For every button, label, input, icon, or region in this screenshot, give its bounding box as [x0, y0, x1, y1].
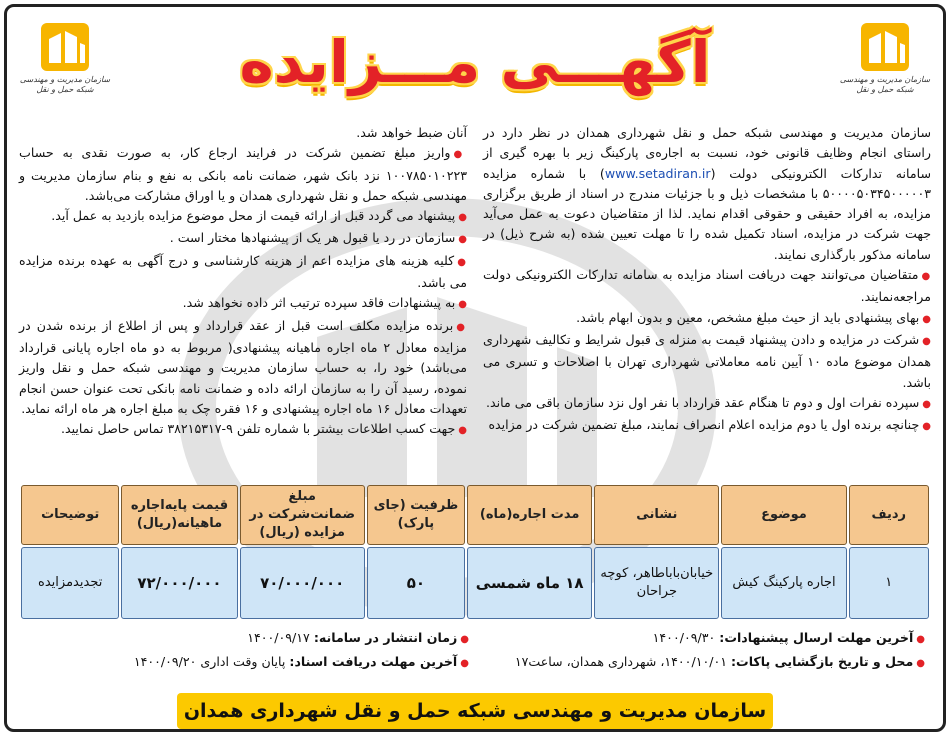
header-row-number: ردیف — [849, 485, 929, 545]
cell-subject: اجاره پارکینگ کیش — [721, 547, 846, 619]
body-column-right — [483, 123, 931, 477]
intro-text: سازمان مدیریت و مهندسی شبکه حمل و نقل شهرداری همدان در نظر دارد در راستای انجام وظایف قانونی خود، نسبت به اجاره‌ی پارکینگ زیر با بهره گیری از سامانه تدارکات الکترونیکی دولت ( — [483, 125, 932, 181]
header — [7, 7, 943, 119]
footer-banner: سازمان مدیریت و مهندسی شبکه حمل و نقل شهرداری همدان — [177, 693, 773, 729]
logo-caption-line1: سازمان مدیریت و مهندسی — [839, 75, 931, 84]
docs-deadline-value: پایان وقت اداری ۱۴۰۰/۰۹/۲۰ — [133, 654, 286, 669]
proposal-deadline-value: ۱۴۰۰/۰۹/۳۰ — [652, 630, 716, 645]
header-guarantee-amount: مبلغ ضمانت‌شرکت در مزایده (ریال) — [240, 485, 365, 545]
cell-address: خیابان‌باباطاهر، کوچه جراحان — [594, 547, 719, 619]
dates-column-left — [475, 627, 931, 685]
logo-caption-line2: شبکه حمل و نقل — [36, 85, 94, 94]
publish-date — [25, 627, 469, 651]
bullet-item: ● سپرده نفرات اول و دوم تا هنگام عقد قرارداد با نفر اول نزد سازمان باقی می ماند. — [483, 393, 931, 415]
bullet-item: ● برنده مزایده مکلف است قبل از عقد قرارداد و پس از اطلاع از برنده شدن در مزایده معادل ۲ ماه اجاره ماهیانه پیشنهادی( مربوط به دو ماه اجاره پایانی قرارداد می‌باشد) خود را، به حساب سازمان مدیریت و مهندسی شبکه حمل و نقل واریز نموده، رسید آن را به سازمان ارائه داده و ضمانت نامه بانکی تحت عنوان حسن انجام تعهدات معادل ۱۶ ماه اجاره پیشنهادی و ۱۶ فقره چک به مبلغ اجاره هر ماه ارائه نماید. — [19, 316, 467, 419]
notice-body — [19, 123, 931, 477]
publish-date-label: زمان انتشار در سامانه: — [313, 630, 458, 645]
cell-notes: تجدیدمزایده — [21, 547, 119, 619]
logo-caption — [835, 75, 935, 95]
auction-notice — [4, 4, 946, 732]
opening-value: ۱۴۰۰/۱۰/۰۱، شهرداری همدان، ساعت۱۷ — [514, 654, 727, 669]
organization-logo-right — [835, 21, 935, 113]
bullet-item: ● بهای پیشنهادی باید از حیث مبلغ مشخص، معین و بدون ابهام باشد. — [483, 308, 931, 330]
logo-caption — [15, 75, 115, 95]
continuation-text: آنان ضبط خواهد شد. — [356, 125, 467, 140]
cell-row-number: ۱ — [849, 547, 929, 619]
opening-info — [481, 651, 925, 675]
header-capacity: ظرفیت (جای پارک) — [367, 485, 465, 545]
bullet-item: ● متقاضیان می‌توانند جهت دریافت اسناد مزایده به سامانه تدارکات الکترونیکی دولت مراجعه‌نمایند. — [483, 265, 931, 308]
dates-column-right — [19, 627, 475, 685]
header-subject: موضوع — [721, 485, 846, 545]
publish-date-value: ۱۴۰۰/۰۹/۱۷ — [247, 630, 310, 645]
bullet-item: ● سازمان در رد یا قبول هر یک از پیشنهادها مختار است . — [19, 228, 467, 250]
key-dates — [19, 627, 931, 685]
proposal-deadline-label: آخرین مهلت ارسال پیشنهادات: — [719, 630, 914, 645]
table-header-row — [21, 485, 929, 545]
bullet-item: ● به پیشنهادات فاقد سپرده ترتیب اثر داده نخواهد شد. — [19, 293, 467, 315]
auction-table — [19, 483, 931, 621]
organization-logo-icon — [859, 21, 911, 73]
bullet-item: ● جهت کسب اطلاعات بیشتر با شماره تلفن ۹-۳۸۲۱۵۳۱۷ تماس حاصل نمایید. — [19, 419, 467, 441]
setadiran-link[interactable]: www.setadiran.ir — [604, 165, 711, 181]
header-lease-duration: مدت اجاره(ماه) — [467, 485, 592, 545]
docs-deadline-label: آخرین مهلت دریافت اسناد: — [289, 654, 458, 669]
bullet-item: ● شرکت در مزایده و دادن پیشنهاد قیمت به منزله ی قبول شرایط و تکالیف شهرداری همدان موضوع ماده ۱۰ آیین نامه معاملاتی شهرداری تهران با اصلاحات و تسری می باشد. — [483, 330, 931, 393]
page-title: آگهـــی مـــزایده — [239, 28, 711, 96]
docs-deadline — [25, 651, 469, 675]
bullet-item: ● کلیه هزینه های مزایده اعم از هزینه کارشناسی و درج آگهی به عهده برنده مزایده می باشد. — [19, 251, 467, 294]
auction-table-grid — [19, 483, 931, 621]
organization-logo-icon — [39, 21, 91, 73]
intro-paragraph — [483, 123, 931, 265]
opening-label: محل و تاریخ بازگشایی پاکات: — [731, 654, 914, 669]
logo-caption-line2: شبکه حمل و نقل — [856, 85, 914, 94]
header-base-rent: قیمت پایه‌اجاره ماهیانه(ریال) — [121, 485, 237, 545]
cell-base-rent: ۷۲/۰۰۰/۰۰۰ — [121, 547, 237, 619]
cell-lease-duration: ۱۸ ماه شمسی — [467, 547, 592, 619]
cell-capacity: ۵۰ — [367, 547, 465, 619]
bullet-item: ● پیشنهاد می گردد قبل از ارائه قیمت از محل موضوع مزایده بازدید به عمل آید. — [19, 206, 467, 228]
body-column-left — [19, 123, 467, 477]
intro-text-cont: ) با شماره مزایده ۵۰۰۰۰۵۰۳۴۵۰۰۰۰۰۳ با مشخصات ذیل و با جزئیات مندرج در اسناد از طریق برگزاری مزایده، به افراد حقیقی و حقوقی اقدام نماید. لذا از متقاضیان دعوت به عمل می‌آید جهت شرکت در مزایده، اسناد تکمیل شده را تا مهلت تعیین شده (به شرح ذیل) در سامانه مذکور بارگذاری نمایند. — [483, 165, 931, 262]
bullet-item: ● واریز مبلغ تضمین شرکت در فرایند ارجاع کار، به صورت نقدی به حساب ۱۰۰۷۸۵۰۱۰۲۲۳ نزد بانک شهر، ضمانت نامه بانکی به نفع و بنام سازمان مدیریت و مهندسی شبکه حمل و نقل شهرداری همدان و یا اوراق مشارکت می‌باشد. — [19, 143, 467, 206]
header-notes: توضیحات — [21, 485, 119, 545]
logo-caption-line1: سازمان مدیریت و مهندسی — [19, 75, 111, 84]
proposal-deadline — [481, 627, 925, 651]
header-address: نشانی — [594, 485, 719, 545]
table-row — [21, 547, 929, 619]
organization-logo-left — [15, 21, 115, 113]
cell-guarantee-amount: ۷۰/۰۰۰/۰۰۰ — [240, 547, 365, 619]
bullet-item: ● چنانچه برنده اول یا دوم مزایده اعلام انصراف نمایند، مبلغ تضمین شرکت در مزایده — [483, 415, 931, 437]
